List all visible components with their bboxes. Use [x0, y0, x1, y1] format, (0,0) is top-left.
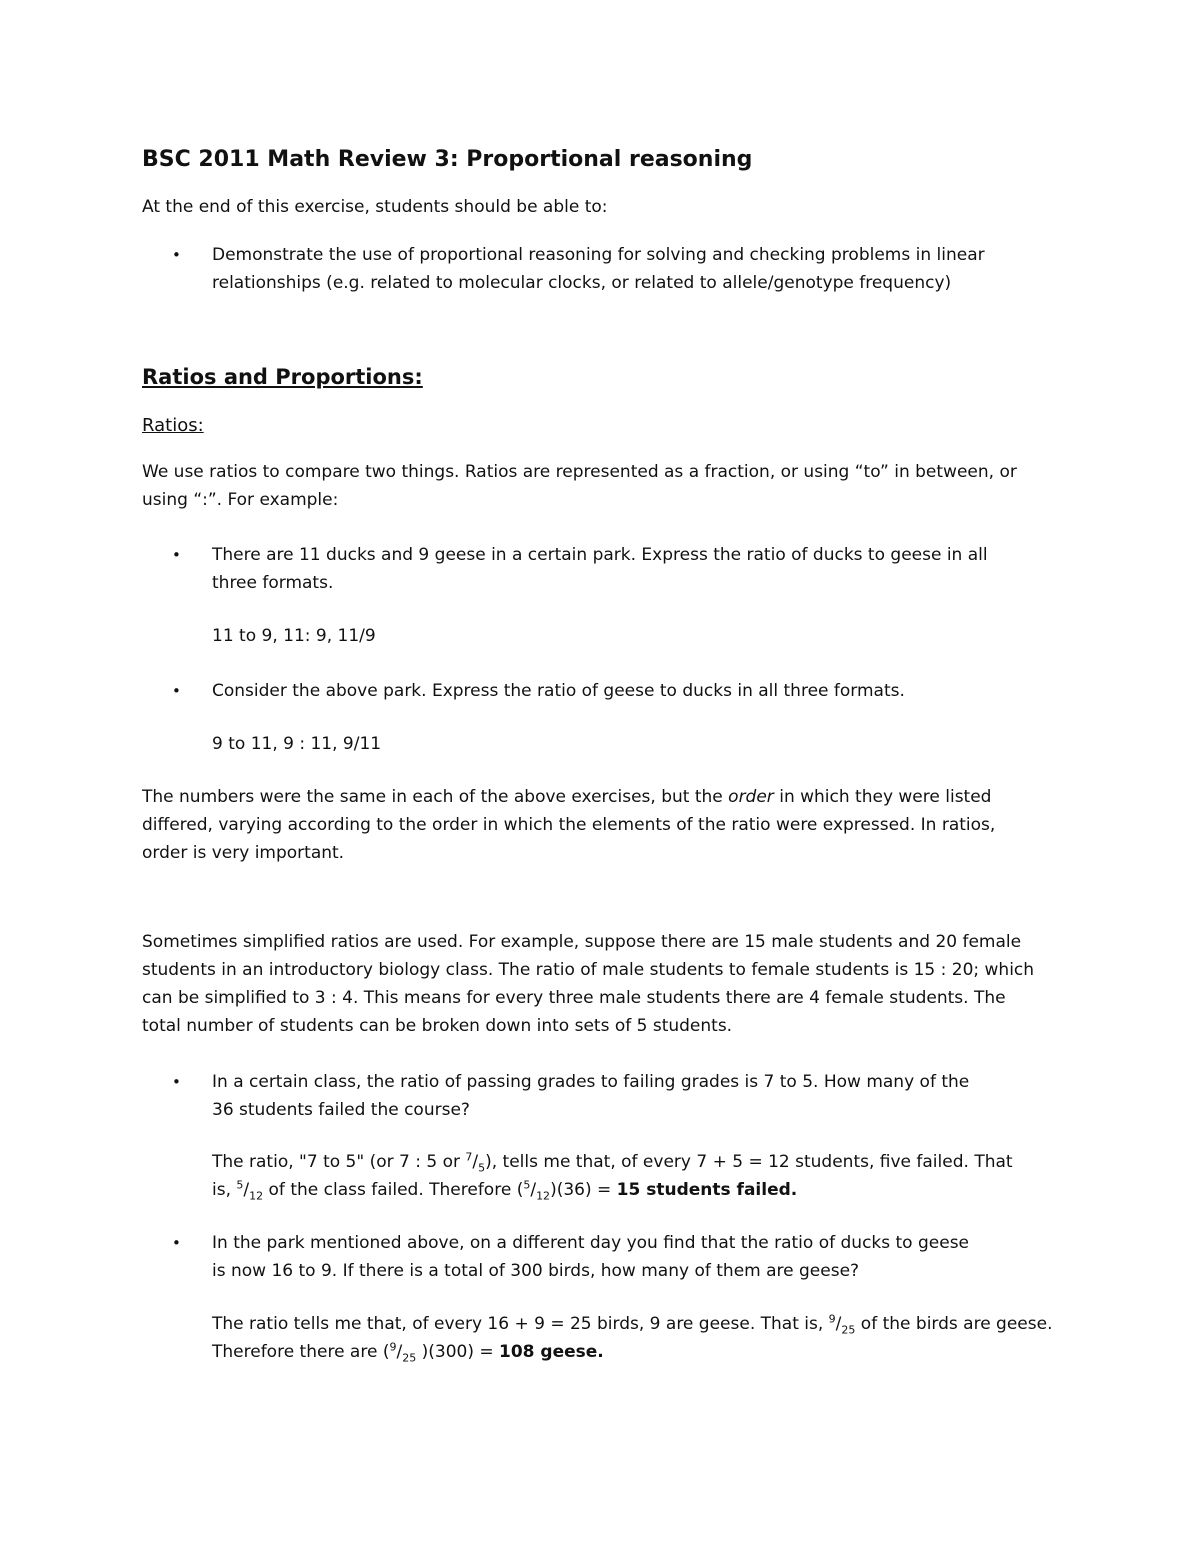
answer-text: )(300) =	[416, 1342, 500, 1362]
answer-text: of the birds are geese.	[855, 1314, 1053, 1334]
paragraph-line: students in an introductory biology class. The ratio of male students to female students is 15 : 20; which	[142, 960, 1035, 980]
objective-line: relationships (e.g. related to molecular clocks, or related to allele/genotype frequency)	[212, 273, 952, 293]
question-line: There are 11 ducks and 9 geese in a certain park. Express the ratio of ducks to geese in all	[212, 545, 988, 565]
subsection-heading: Ratios:	[142, 415, 204, 436]
question-2: Consider the above park. Express the ratio of geese to ducks in all three formats.	[212, 681, 905, 701]
paragraph-line: can be simplified to 3 : 4. This means for every three male students there are 4 female students. The	[142, 988, 1006, 1008]
fraction-slash: /	[835, 1314, 842, 1334]
fraction-slash: /	[472, 1152, 479, 1172]
answer-text: of the class failed. Therefore (	[263, 1180, 524, 1200]
paragraph-line: Sometimes simplified ratios are used. For example, suppose there are 15 male students and 20 female	[142, 932, 1022, 952]
bullet-icon: •	[172, 1234, 181, 1252]
fraction-denominator: 25	[841, 1323, 856, 1337]
fraction-slash: /	[243, 1180, 250, 1200]
answer-result: 108 geese.	[499, 1342, 604, 1362]
paragraph-line: differed, varying according to the order in which the elements of the ratio were expressed. In ratios,	[142, 815, 996, 835]
bullet-icon: •	[172, 246, 181, 264]
fraction-denominator: 5	[478, 1161, 486, 1175]
fraction-denominator: 12	[249, 1189, 264, 1203]
simplified-paragraph	[142, 928, 1072, 1040]
answer-2: 9 to 11, 9 : 11, 9/11	[212, 734, 382, 754]
question-line: 36 students failed the course?	[212, 1100, 470, 1120]
answer-1: 11 to 9, 11: 9, 11/9	[212, 626, 376, 646]
question-line: three formats.	[212, 573, 334, 593]
answer-result: 15 students failed.	[616, 1180, 798, 1200]
intro-text: At the end of this exercise, students should be able to:	[142, 197, 608, 217]
bullet-icon: •	[172, 682, 181, 700]
answer-text: The ratio tells me that, of every 16 + 9 = 25 birds, 9 are geese. That is,	[212, 1314, 829, 1334]
question-line: In the park mentioned above, on a different day you find that the ratio of ducks to geese	[212, 1233, 970, 1253]
bullet-icon: •	[172, 546, 181, 564]
answer-text: ), tells me that, of every 7 + 5 = 12 students, five failed. That	[485, 1152, 1013, 1172]
answer-text: The ratio, "7 to 5" (or 7 : 5 or	[212, 1152, 466, 1172]
fraction-slash: /	[530, 1180, 537, 1200]
paragraph-line: order is very important.	[142, 843, 345, 863]
answer-text: )(36) =	[550, 1180, 617, 1200]
bullet-icon: •	[172, 1073, 181, 1091]
answer-text: is,	[212, 1180, 237, 1200]
fraction-numerator: 9	[828, 1312, 836, 1326]
paragraph-line: We use ratios to compare two things. Ratios are represented as a fraction, or using “to” in between, or	[142, 462, 1017, 482]
question-4	[212, 1229, 1072, 1285]
answer-text: Therefore there are (	[212, 1342, 390, 1362]
paragraph-text: in which they were listed	[773, 787, 992, 807]
fraction-numerator: 5	[523, 1178, 531, 1192]
fraction-slash: /	[396, 1342, 403, 1362]
question-3	[212, 1068, 1072, 1124]
answer-3	[212, 1148, 1072, 1204]
paragraph-text: The numbers were the same in each of the above exercises, but the	[142, 787, 729, 807]
fraction-numerator: 7	[465, 1150, 473, 1164]
fraction-numerator: 9	[389, 1340, 397, 1354]
ratios-intro	[142, 458, 1072, 514]
objective-item	[212, 241, 1072, 297]
question-line: In a certain class, the ratio of passing grades to failing grades is 7 to 5. How many of the	[212, 1072, 970, 1092]
fraction-numerator: 5	[236, 1178, 244, 1192]
question-1	[212, 541, 1072, 597]
objective-line: Demonstrate the use of proportional reasoning for solving and checking problems in linear	[212, 245, 985, 265]
paragraph-line: using “:”. For example:	[142, 490, 339, 510]
question-line: is now 16 to 9. If there is a total of 300 birds, how many of them are geese?	[212, 1261, 860, 1281]
page-title: BSC 2011 Math Review 3: Proportional reasoning	[142, 147, 753, 172]
section-heading: Ratios and Proportions:	[142, 365, 423, 389]
fraction-denominator: 25	[402, 1351, 417, 1365]
emphasis-word: order	[728, 787, 774, 807]
paragraph-line: total number of students can be broken down into sets of 5 students.	[142, 1016, 733, 1036]
fraction-denominator: 12	[536, 1189, 551, 1203]
order-paragraph	[142, 783, 1072, 867]
answer-4	[212, 1310, 1072, 1366]
